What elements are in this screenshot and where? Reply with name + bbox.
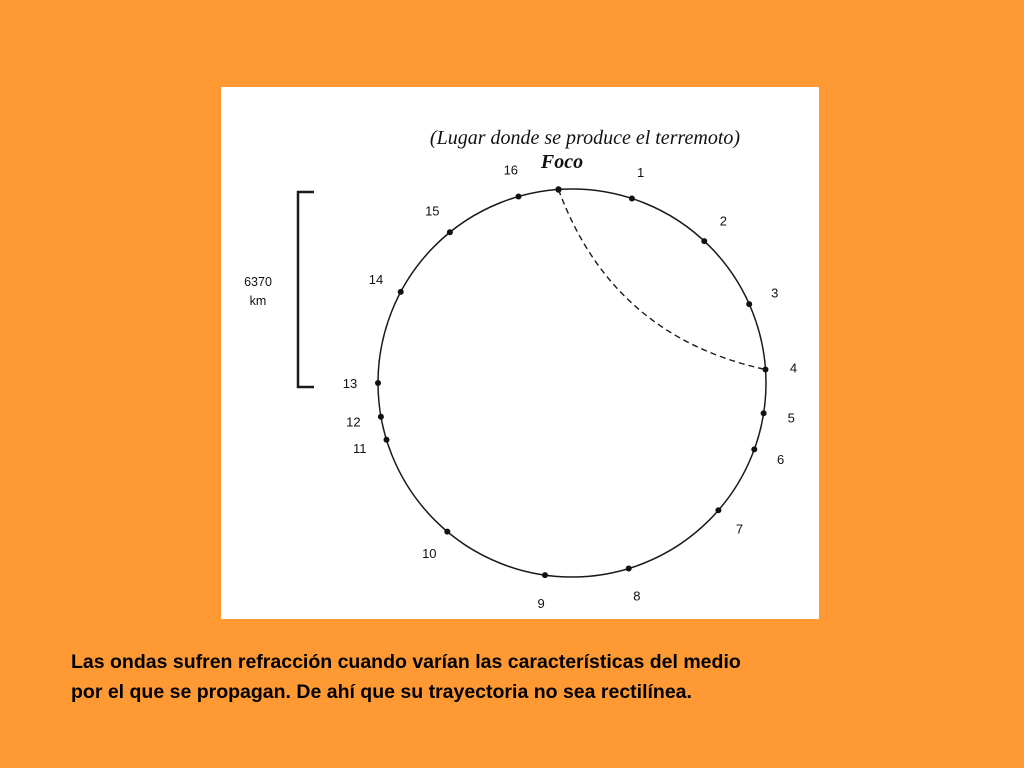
station-label-6: 6 xyxy=(776,451,785,467)
focus-point xyxy=(555,186,561,192)
seismic-wave-diagram xyxy=(221,87,819,619)
station-dot-5 xyxy=(761,410,767,416)
station-dot-3 xyxy=(746,301,752,307)
scale-bracket xyxy=(298,192,314,387)
focus-description: (Lugar donde se produce el terremoto) xyxy=(429,127,741,149)
station-label-15: 15 xyxy=(425,203,440,219)
earth-cross-section xyxy=(221,87,819,619)
station-label-16: 16 xyxy=(503,162,519,178)
station-label-5: 5 xyxy=(787,410,795,426)
focus-title: Foco xyxy=(540,151,584,173)
station-dot-9 xyxy=(542,572,548,578)
caption xyxy=(71,647,971,707)
seismic-stations xyxy=(343,163,797,611)
station-label-2: 2 xyxy=(719,213,728,229)
station-dot-2 xyxy=(701,238,707,244)
scale-value: 6370 xyxy=(244,275,272,289)
station-dot-16 xyxy=(516,194,522,200)
station-dot-12 xyxy=(378,414,384,420)
scale-unit: km xyxy=(249,294,267,308)
caption-line-2: por el que se propagan. De ahí que su trayectoria no sea rectilínea. xyxy=(71,681,692,703)
station-label-13: 13 xyxy=(342,376,358,391)
station-label-1: 1 xyxy=(636,164,645,180)
station-label-11: 11 xyxy=(352,440,367,456)
station-dot-8 xyxy=(626,566,632,572)
station-label-10: 10 xyxy=(422,546,437,562)
station-dot-7 xyxy=(715,507,721,513)
station-label-7: 7 xyxy=(735,521,744,537)
station-label-12: 12 xyxy=(346,414,361,430)
station-dot-10 xyxy=(444,529,450,535)
station-dot-11 xyxy=(384,437,390,443)
station-dot-6 xyxy=(751,446,757,452)
station-label-14: 14 xyxy=(368,271,384,287)
refracted-wave-path xyxy=(559,190,766,370)
caption-line-1: Las ondas sufren refracción cuando varían las características del medio xyxy=(71,651,741,673)
station-dot-1 xyxy=(629,196,635,202)
station-dot-15 xyxy=(447,229,453,235)
station-label-3: 3 xyxy=(771,285,779,301)
station-dot-14 xyxy=(398,289,404,295)
station-dot-13 xyxy=(375,380,381,386)
station-label-9: 9 xyxy=(537,595,545,611)
station-label-4: 4 xyxy=(789,360,798,376)
earth-outline xyxy=(378,189,766,577)
station-dot-4 xyxy=(763,367,769,373)
station-label-8: 8 xyxy=(633,588,641,604)
